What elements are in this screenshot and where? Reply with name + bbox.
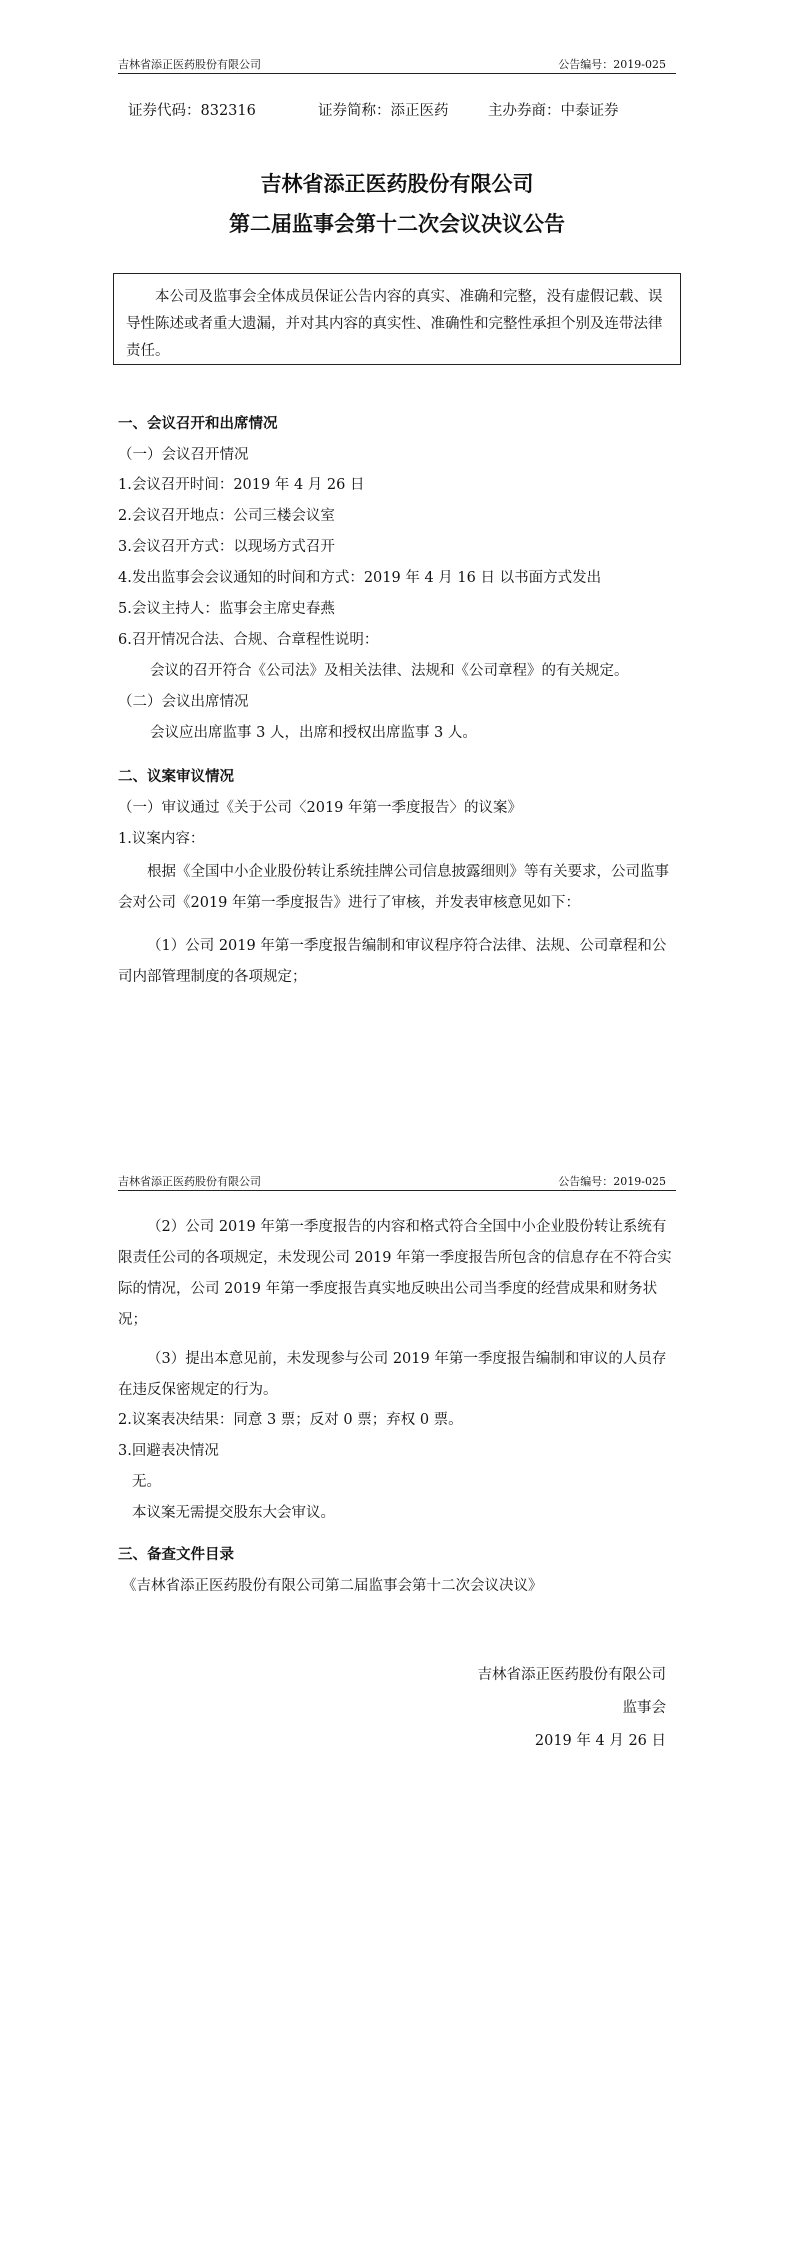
- signature-org: 监事会: [622, 1700, 666, 1716]
- meeting-notice: 4.发出监事会会议通知的时间和方式：2019 年 4 月 16 日 以书面方式发出: [118, 570, 602, 586]
- meeting-time: 1.会议召开时间：2019 年 4 月 26 日: [118, 477, 365, 493]
- signature-company: 吉林省添正医药股份有限公司: [477, 1667, 666, 1683]
- vote-result: 2.议案表决结果：同意 3 票；反对 0 票；弃权 0 票。: [118, 1412, 463, 1428]
- attendance: 会议应出席监事 3 人，出席和授权出席监事 3 人。: [150, 725, 477, 741]
- proposal-intro: 根据《全国中小企业股份转让系统挂牌公司信息披露细则》等有关要求，公司监事会对公司《2019 年第一季度报告》进行了审核，并发表审核意见如下：: [118, 864, 669, 911]
- opinion-3: （3）提出本意见前，未发现参与公司 2019 年第一季度报告编制和审议的人员存在违反保密规定的行为。: [118, 1351, 667, 1398]
- section-3-heading: 三、备查文件目录: [118, 1547, 234, 1563]
- disclaimer-box: [113, 273, 681, 365]
- header-company: 吉林省添正医药股份有限公司: [118, 1175, 261, 1188]
- no-shareholder-meeting: 本议案无需提交股东大会审议。: [132, 1505, 335, 1521]
- section-2-sub-1: （一）审议通过《关于公司〈2019 年第一季度报告〉的议案》: [118, 800, 523, 816]
- disclaimer-text: 本公司及监事会全体成员保证公告内容的真实、准确和完整，没有虚假记载、误导性陈述或者重大遗漏，并对其内容的真实性、准确性和完整性承担个别及连带法律责任。: [126, 289, 663, 359]
- meeting-host: 5.会议主持人：监事会主席史春燕: [118, 601, 335, 617]
- security-broker: 主办券商：中泰证券: [488, 103, 619, 119]
- meeting-method: 3.会议召开方式：以现场方式召开: [118, 539, 335, 555]
- opinion-1: （1）公司 2019 年第一季度报告编制和审议程序符合法律、法规、公司章程和公司内部管理制度的各项规定；: [118, 938, 667, 985]
- opinion-2: （2）公司 2019 年第一季度报告的内容和格式符合全国中小企业股份转让系统有限责任公司的各项规定，未发现公司 2019 年第一季度报告所包含的信息存在不符合实际的情况，公司 2019 年第一季度报告真实地反映出公司当季度的经营成果和财务状况；: [118, 1219, 672, 1328]
- security-short-name: 证券简称：添正医药: [318, 103, 449, 119]
- section-1-sub-1: （一）会议召开情况: [118, 447, 249, 463]
- reference-document: 《吉林省添正医药股份有限公司第二届监事会第十二次会议决议》: [122, 1578, 543, 1594]
- page-header: [118, 57, 676, 74]
- title-line-1: 吉林省添正医药股份有限公司: [260, 172, 534, 196]
- recusal-label: 3.回避表决情况: [118, 1443, 219, 1459]
- recusal-value: 无。: [132, 1474, 161, 1490]
- page-header-2: [118, 1174, 676, 1191]
- header-company: 吉林省添正医药股份有限公司: [118, 58, 261, 71]
- section-1-heading: 一、会议召开和出席情况: [118, 416, 278, 432]
- section-2-heading: 二、议案审议情况: [118, 769, 234, 785]
- section-1-sub-2: （二）会议出席情况: [118, 694, 249, 710]
- header-notice-number: 公告编号：2019-025: [558, 58, 666, 71]
- meeting-place: 2.会议召开地点：公司三楼会议室: [118, 508, 335, 524]
- proposal-content-label: 1.议案内容：: [118, 831, 205, 847]
- meeting-legality: 6.召开情况合法、合规、合章程性说明：: [118, 632, 379, 648]
- security-code: 证券代码：832316: [128, 103, 256, 119]
- header-notice-number: 公告编号：2019-025: [558, 1175, 666, 1188]
- title-line-2: 第二届监事会第十二次会议决议公告: [229, 212, 565, 236]
- signature-date: 2019 年 4 月 26 日: [534, 1733, 666, 1749]
- legality-note: 会议的召开符合《公司法》及相关法律、法规和《公司章程》的有关规定。: [150, 663, 629, 679]
